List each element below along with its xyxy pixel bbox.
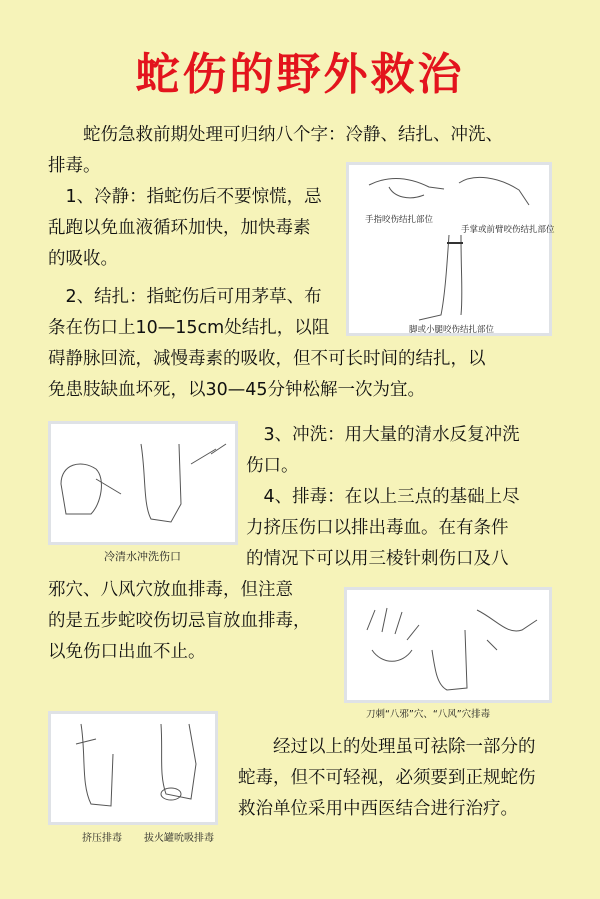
step4-line: 4、排毒：在以上三点的基础上尽 [246, 487, 520, 507]
step3-paragraph [246, 420, 566, 482]
step4-line: 邪穴、八风穴放血排毒，但注意 [48, 580, 293, 600]
intro-line: 排毒。 [48, 156, 101, 176]
squeeze-caption: 挤压排毒 [82, 833, 122, 844]
cupping-caption: 拔火罐吮吸排毒 [144, 833, 214, 844]
squeeze-figure [48, 711, 218, 825]
rinse-caption: 冷清水冲洗伤口 [104, 550, 181, 563]
squeeze-illustration [51, 714, 215, 822]
rinse-figure [48, 421, 238, 545]
conclusion-line: 救治单位采用中西医结合进行治疗。 [238, 799, 518, 819]
step4-line: 的是五步蛇咬伤切忌盲放血排毒， [48, 611, 311, 631]
conclusion-line: 蛇毒，但不可轻视，必须要到正规蛇伤 [238, 768, 536, 788]
puncture-illustration [347, 590, 549, 700]
step4-line: 以免伤口出血不止。 [48, 642, 206, 662]
ligation-caption-finger: 手指咬伤结扎部位 [365, 215, 434, 225]
conclusion-paragraph [238, 732, 568, 825]
step4-line: 的情况下可以用三棱针刺伤口及八 [246, 549, 509, 569]
step3-line: 伤口。 [246, 456, 299, 476]
ligation-illustration [349, 165, 549, 333]
rinse-illustration [51, 424, 235, 542]
puncture-figure [344, 587, 552, 703]
ligation-caption-foot: 脚或小腿咬伤结扎部位 [409, 325, 495, 335]
step1-line: 的吸收。 [48, 249, 118, 269]
step4-line: 力挤压伤口以排出毒血。在有条件 [246, 518, 509, 538]
step2-line: 2、结扎：指蛇伤后可用茅草、布 [48, 287, 322, 307]
intro-line: 蛇伤急救前期处理可归纳八个字：冷静、结扎、冲洗、 [48, 125, 503, 145]
puncture-caption: 刀刺“八邪”穴、“八风”穴排毒 [366, 709, 491, 720]
ligation-caption-hand: 手掌或前臂咬伤结扎部位 [461, 225, 555, 235]
step4-paragraph-tail [48, 575, 348, 668]
step1-paragraph [48, 182, 348, 275]
step4-paragraph-head [246, 482, 566, 575]
page-title: 蛇伤的野外救治 [135, 49, 465, 100]
ligation-figure [346, 162, 555, 336]
step2-line: 条在伤口上10—15cm处结扎，以阻 [48, 318, 330, 338]
step3-line: 3、冲洗：用大量的清水反复冲洗 [246, 425, 520, 445]
step1-line: 乱跑以免血液循环加快，加快毒素 [48, 218, 311, 238]
step2-line: 碍静脉回流，减慢毒素的吸收，但不可长时间的结扎，以 [48, 349, 486, 369]
step2-line: 免患肢缺血坏死，以30—45分钟松解一次为宜。 [48, 380, 426, 400]
conclusion-line: 经过以上的处理虽可祛除一部分的 [238, 737, 536, 757]
step1-line: 1、冷静：指蛇伤后不要惊慌，忌 [48, 187, 322, 207]
